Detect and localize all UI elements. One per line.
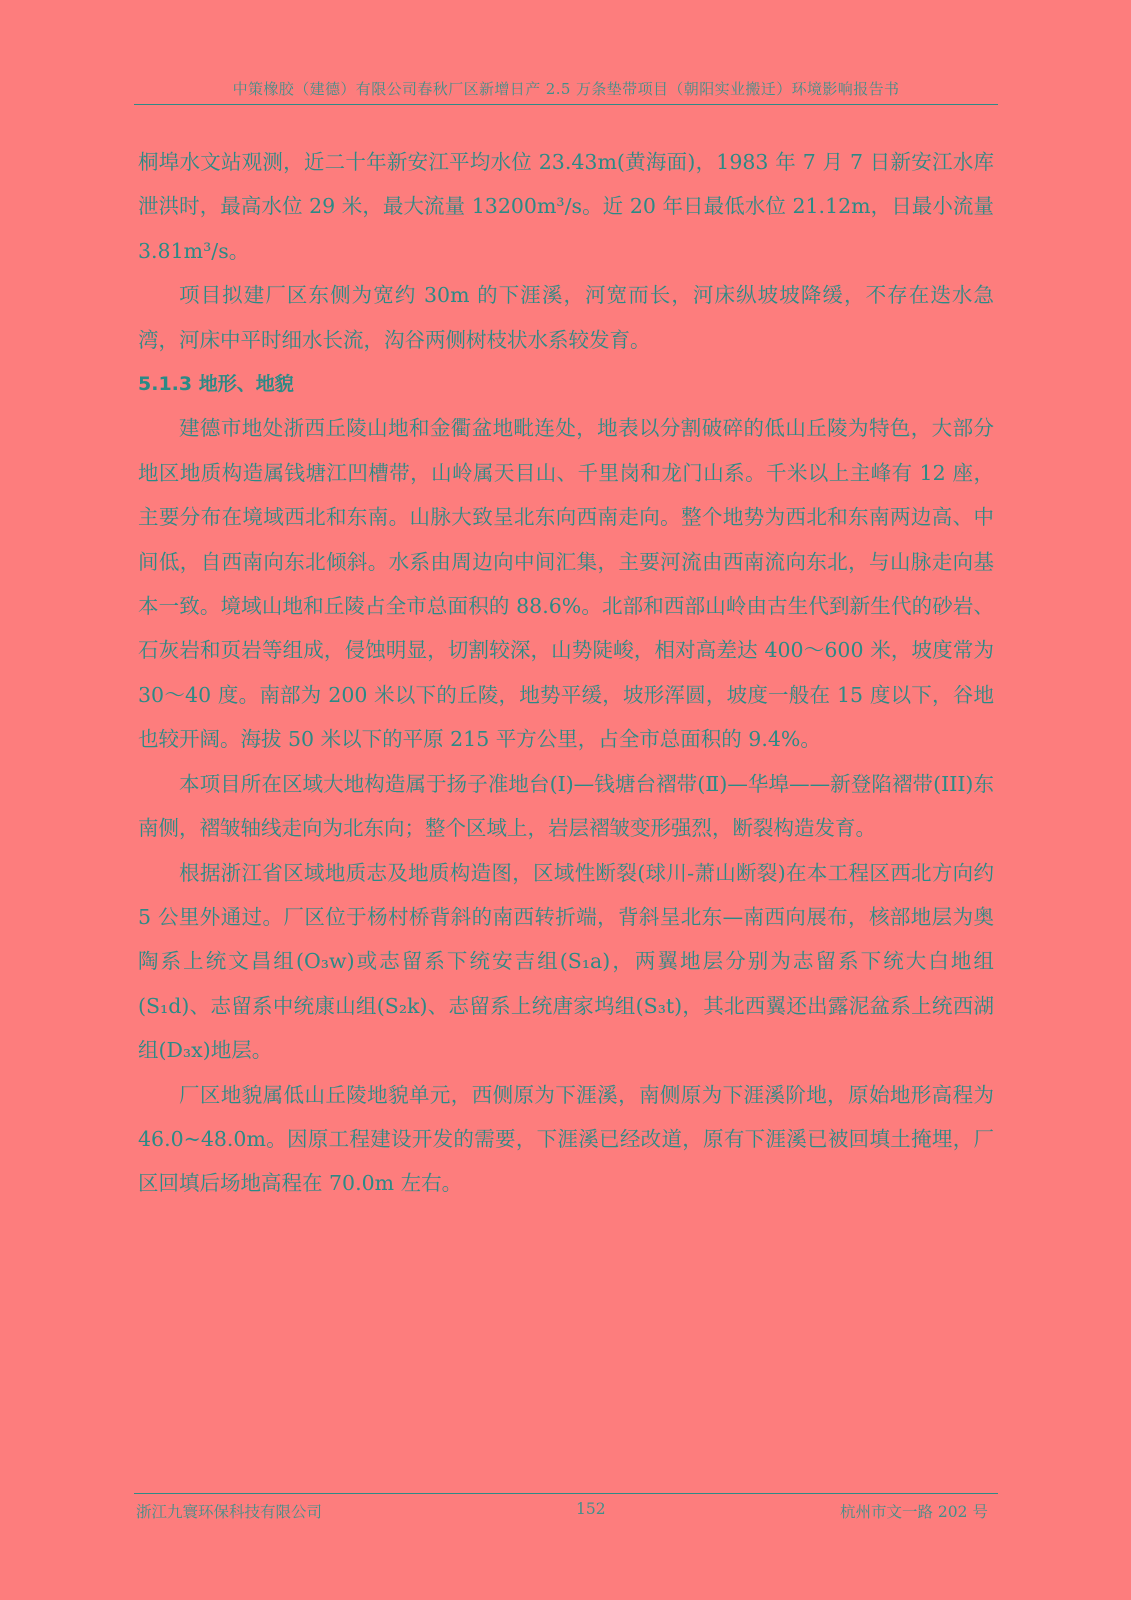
paragraph-jiande-terrain: 建德市地处浙西丘陵山地和金衢盆地毗连处，地表以分割破碎的低山丘陵为特色，大部分地区地质构造属钱塘江凹槽带，山岭属天目山、千里岗和龙门山系。千米以上主峰有 12 座，主要分布在境域西北和东南。山脉大致呈北东向西南走向。整个地势为西北和东南两边高、中间低，自西南向东北倾斜。水系由周边向中间汇集，主要河流由西南流向东北，与山脉走向基本一致。境域山地和丘陵占全市总面积的 88.6%。北部和西部山岭由古生代到新生代的砂岩、石灰岩和页岩等组成，侵蚀明显，切割较深，山势陡峻，相对高差达 400～600 米，坡度常为 30～40 度。南部为 200 米以下的丘陵，地势平缓，坡形浑圆，坡度一般在 15 度以下，谷地也较开阔。海拔 50 米以下的平原 215 平方公里，占全市总面积的 9.4%。 xyxy=(138,416,994,752)
page-header-title: 中策橡胶（建德）有限公司春秋厂区新增日产 2.5 万条垫带项目（朝阳实业搬迁）环境影响报告书 xyxy=(232,80,900,98)
paragraph-geotectonics: 本项目所在区域大地构造属于扬子准地台(I)—钱塘台褶带(Ⅱ)—华埠——新登陷褶带(III)东南侧，褶皱轴线走向为北东向；整个区域上，岩层褶皱变形强烈，断裂构造发育。 xyxy=(138,771,994,841)
footer-company: 浙江九寰环保科技有限公司 xyxy=(136,1503,323,1521)
footer-divider xyxy=(134,1493,998,1494)
page-number: 152 xyxy=(576,1500,606,1518)
footer-address: 杭州市文一路 202 号 xyxy=(840,1503,988,1521)
header-divider xyxy=(134,104,998,105)
document-body xyxy=(138,140,994,1206)
paragraph-xiayaxi-stream: 项目拟建厂区东侧为宽约 30m 的下涯溪，河宽而长，河床纵坡坡降缓，不存在迭水急湾，河床中平时细水长流，沟谷两侧树枝状水系较发育。 xyxy=(138,283,994,352)
paragraph-fault-strata: 根据浙江省区域地质志及地质构造图，区域性断裂(球川-萧山断裂)在本工程区西北方向约 5 公里外通过。厂区位于杨村桥背斜的南西转折端，背斜呈北东—南西向展布，核部地层为奥陶系上统文昌组(O₃w)或志留系下统安吉组(S₁a)，两翼地层分别为志留系下统大白地组(S₁d)、志留系中统康山组(S₂k)、志留系上统唐家坞组(S₃t)，其北西翼还出露泥盆系上统西湖组(D₃x)地层。 xyxy=(138,860,994,1063)
paragraph-site-landform: 厂区地貌属低山丘陵地貌单元，西侧原为下涯溪，南侧原为下涯溪阶地，原始地形高程为 46.0~48.0m。因原工程建设开发的需要，下涯溪已经改道，原有下涯溪已被回填土掩埋，厂区回填后场地高程在 70.0m 左右。 xyxy=(138,1082,994,1196)
paragraph-hydrology-continued: 桐埠水文站观测，近二十年新安江平均水位 23.43m(黄海面)，1983 年 7 月 7 日新安江水库泄洪时，最高水位 29 米，最大流量 13200m³/s。近 20 年日最低水位 21.12m，日最小流量 3.81m³/s。 xyxy=(138,150,994,263)
section-heading-terrain: 5.1.3 地形、地貌 xyxy=(138,373,294,396)
